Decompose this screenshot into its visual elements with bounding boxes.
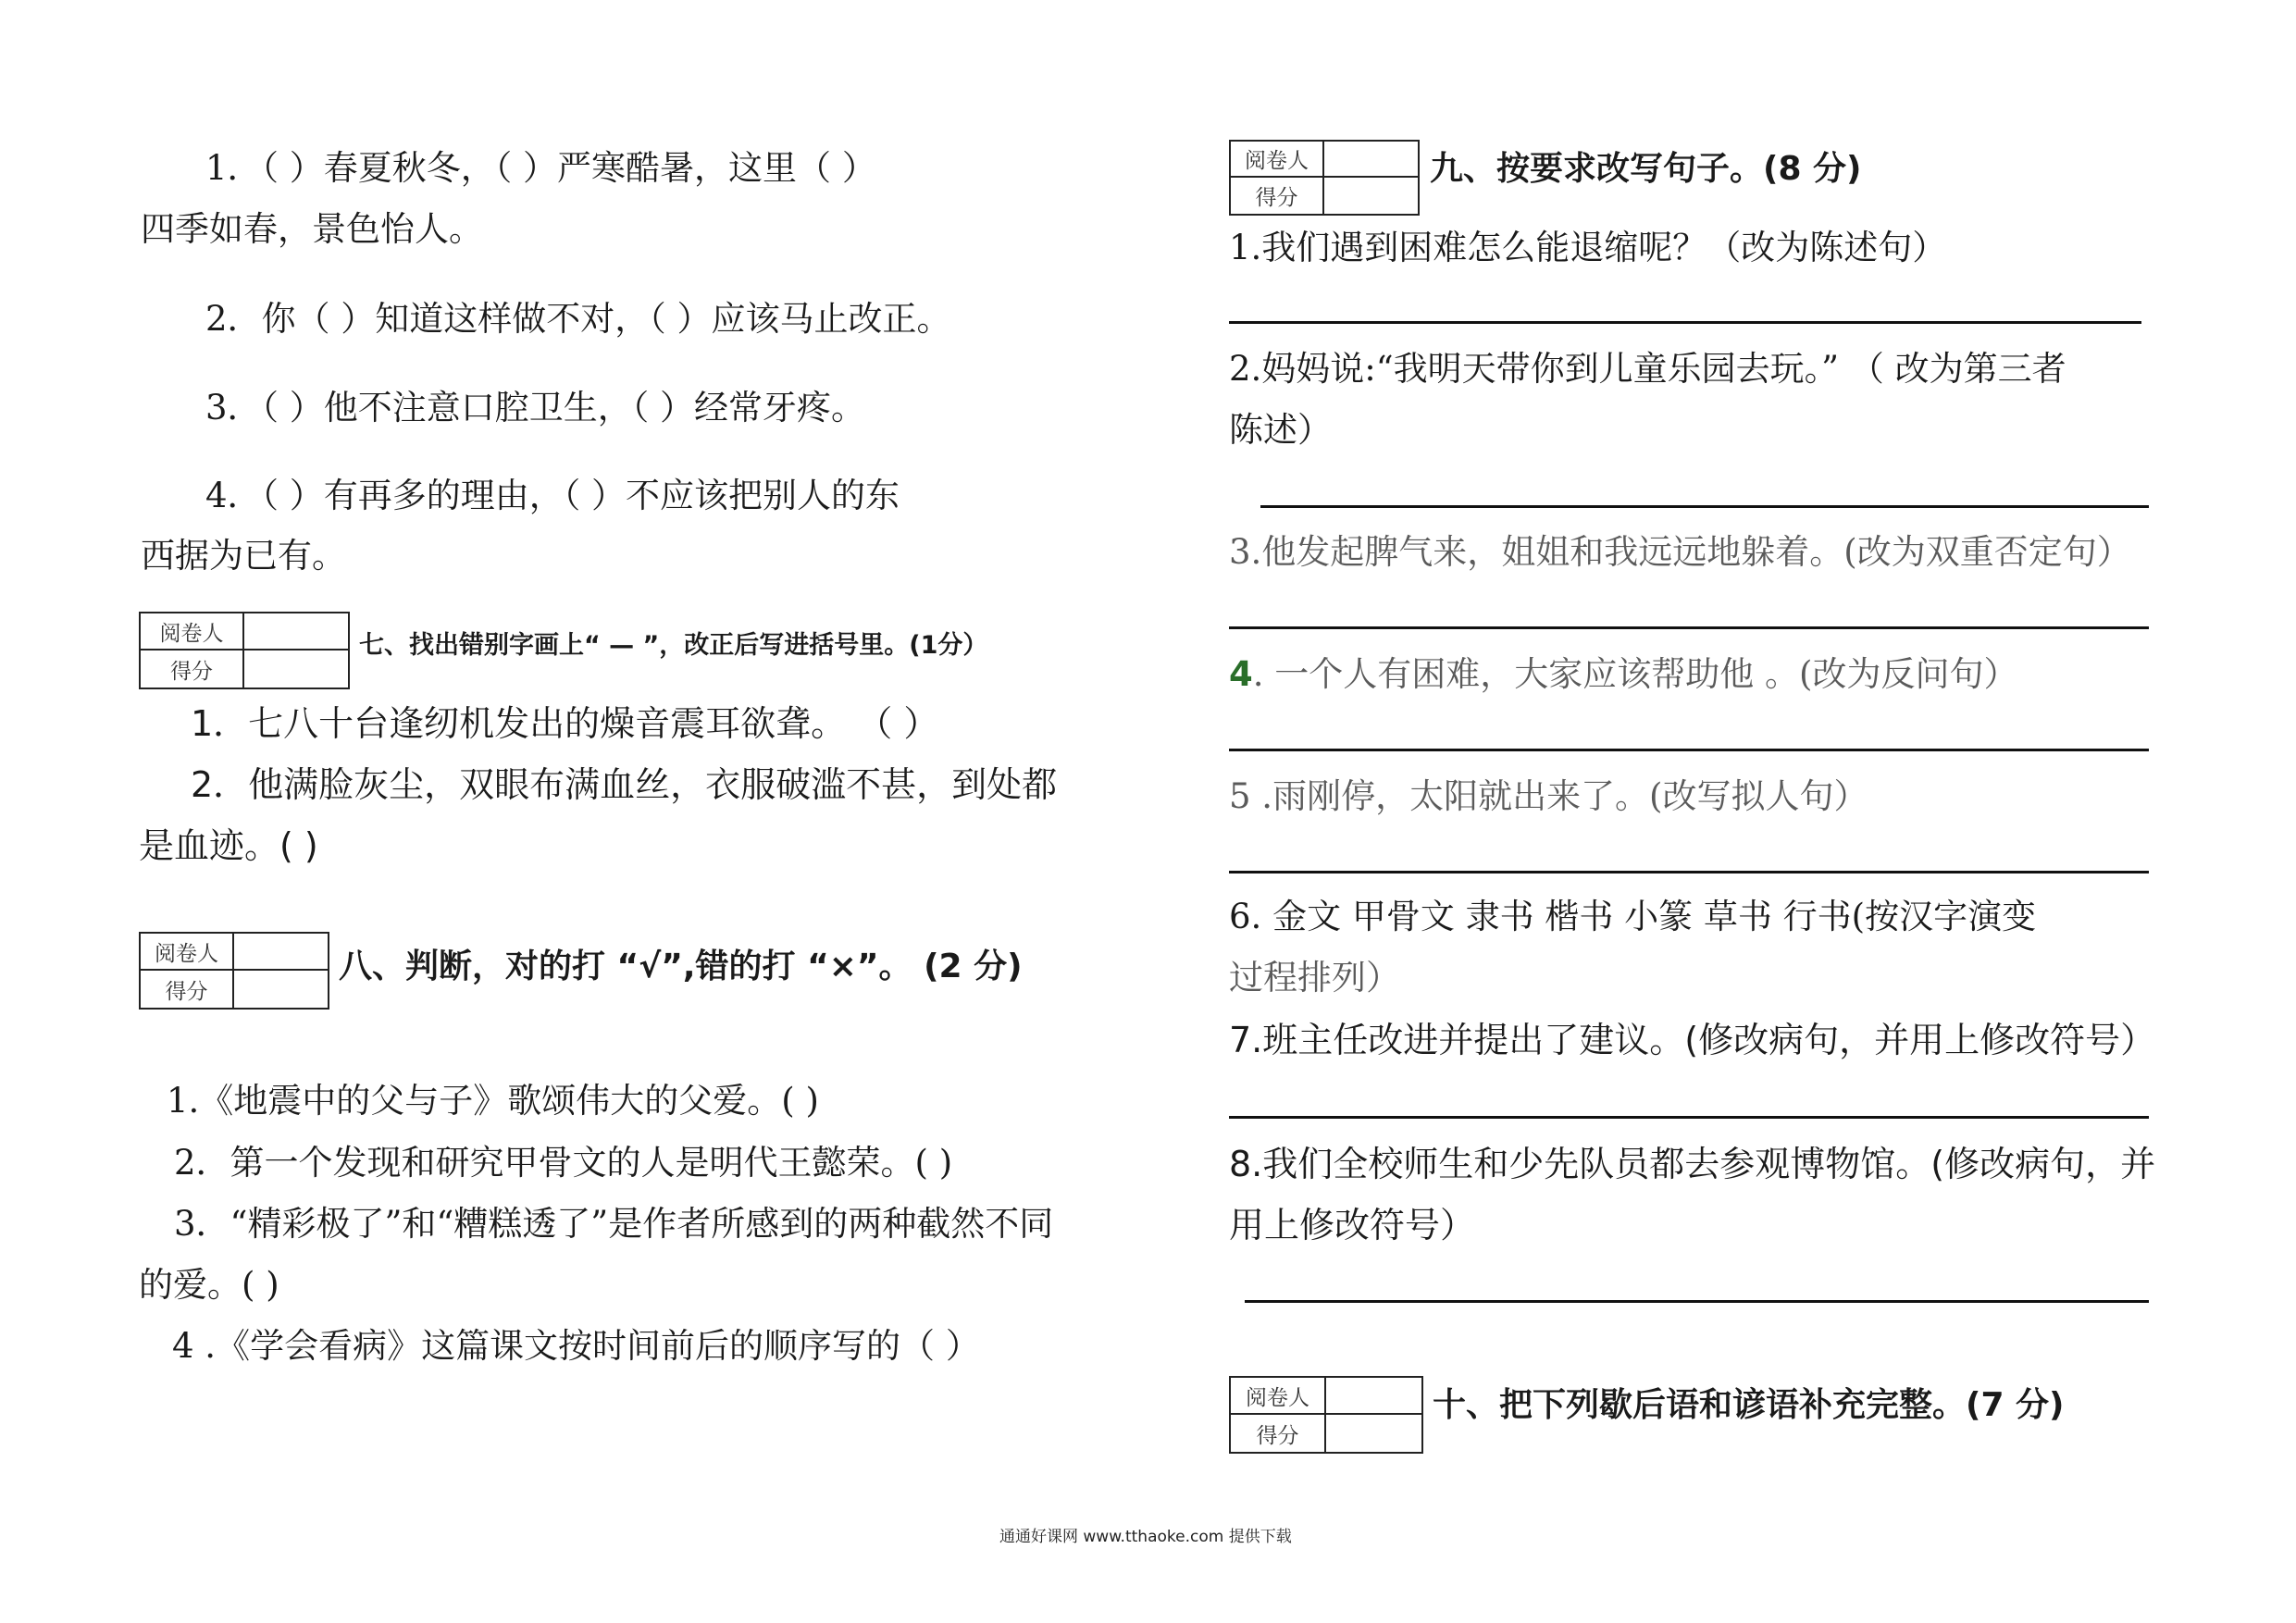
- section7-title: 七、找出错别字画上“ — ”，改正后写进括号里。(1分）: [359, 631, 988, 660]
- s9-q6-line2: 过程排列）: [1229, 958, 1400, 997]
- answer-line-2[interactable]: [1260, 505, 2149, 508]
- s8-q3-line2: 的爱。( ): [139, 1265, 279, 1305]
- s9-q7: 7.班主任改进并提出了建议。(修改病句，并用上修改符号）: [1229, 1020, 2156, 1060]
- conj-q2: 2．你（ ）知道这样做不对，（ ）应该马止改正。: [205, 299, 951, 339]
- s9-q1: 1.我们遇到困难怎么能退缩呢？（改为陈述句）: [1229, 228, 1947, 267]
- answer-line-8[interactable]: [1245, 1300, 2149, 1303]
- score-box-section10: [1229, 1376, 1423, 1454]
- conj-q1-line2: 四季如春，景色怡人。: [141, 209, 483, 249]
- s9-q4-number: 4: [1229, 654, 1253, 694]
- reviewer-cell[interactable]: [1326, 1378, 1421, 1415]
- score-cell[interactable]: [244, 650, 348, 688]
- reviewer-label: 阅卷人: [141, 934, 234, 971]
- footer-credit: 通通好课网 www.tthaoke.com 提供下载: [999, 1528, 1292, 1546]
- s9-q5: 5 .雨刚停，太阳就出来了。(改写拟人句）: [1229, 776, 1868, 816]
- conj-q4-line2: 西据为已有。: [141, 536, 346, 576]
- reviewer-cell[interactable]: [234, 934, 328, 971]
- conj-q4-line1: 4．（ ）有再多的理由，（ ）不应该把别人的东: [205, 476, 900, 515]
- s8-q3-line1: 3．“精彩极了”和“糟糕透了”是作者所感到的两种截然不同: [174, 1204, 1054, 1244]
- s8-q1: 1.《地震中的父与子》歌颂伟大的父爱。( ): [167, 1081, 819, 1121]
- score-label: 得分: [1231, 1415, 1326, 1452]
- score-cell[interactable]: [234, 971, 328, 1008]
- reviewer-cell[interactable]: [244, 613, 348, 650]
- s9-q6-line1: 6. 金文 甲骨文 隶书 楷书 小篆 草书 行书(按汉字演变: [1229, 897, 2037, 936]
- answer-line-5[interactable]: [1229, 871, 2149, 873]
- s7-q2-line2: 是血迹。( ): [139, 825, 318, 866]
- s9-q8-line1: 8.我们全校师生和少先队员都去参观博物馆。(修改病句，并: [1229, 1144, 2156, 1184]
- conj-q1-line1: 1．（ ）春夏秋冬，（ ）严寒酷暑，这里（ ）: [205, 148, 876, 188]
- score-label: 得分: [141, 971, 234, 1008]
- section10-title: 十、把下列歇后语和谚语补充完整。(7 分): [1433, 1386, 2065, 1424]
- score-label: 得分: [141, 650, 244, 688]
- score-cell[interactable]: [1326, 1415, 1421, 1452]
- s9-q2-line1: 2.妈妈说:“我明天带你到儿童乐园去玩。” （ 改为第三者: [1229, 349, 2066, 389]
- s8-q4: 4 .《学会看病》这篇课文按时间前后的顺序写的（ ）: [172, 1326, 980, 1366]
- score-box-section8: [139, 932, 329, 1010]
- answer-line-1[interactable]: [1229, 321, 2141, 324]
- reviewer-label: 阅卷人: [141, 613, 244, 650]
- score-cell[interactable]: [1324, 178, 1418, 214]
- section8-title: 八、判断，对的打 “√”,错的打 “×”。 (2 分): [339, 948, 1023, 985]
- s9-q8-line2: 用上修改符号）: [1229, 1205, 1476, 1245]
- s9-q3: 3.他发起脾气来，姐姐和我远远地躲着。(改为双重否定句）: [1229, 532, 2131, 572]
- score-label: 得分: [1231, 178, 1324, 214]
- answer-line-3[interactable]: [1229, 626, 2149, 629]
- score-box-section9: [1229, 140, 1420, 216]
- s8-q2: 2．第一个发现和研究甲骨文的人是明代王懿荣。( ): [174, 1143, 953, 1183]
- s9-q2-line2: 陈述）: [1229, 410, 1332, 450]
- reviewer-label: 阅卷人: [1231, 1378, 1326, 1415]
- answer-line-4[interactable]: [1229, 749, 2149, 751]
- s9-q4: [1229, 653, 2017, 696]
- score-box-section7: [139, 612, 350, 689]
- s9-q4-text: . 一个人有困难，大家应该帮助他 。(改为反问句）: [1252, 654, 2018, 694]
- conj-q3: 3．（ ）他不注意口腔卫生，（ ）经常牙疼。: [205, 388, 866, 427]
- reviewer-cell[interactable]: [1324, 142, 1418, 178]
- answer-line-7[interactable]: [1229, 1116, 2149, 1119]
- s7-q2-line1: 2．他满脸灰尘，双眼布满血丝，衣服破滥不甚，到处都: [191, 764, 1058, 805]
- section9-title: 九、按要求改写句子。(8 分): [1430, 150, 1862, 188]
- s7-q1: 1．七八十台逢纫机发出的燥音震耳欲聋。 （ ）: [191, 703, 939, 744]
- reviewer-label: 阅卷人: [1231, 142, 1324, 178]
